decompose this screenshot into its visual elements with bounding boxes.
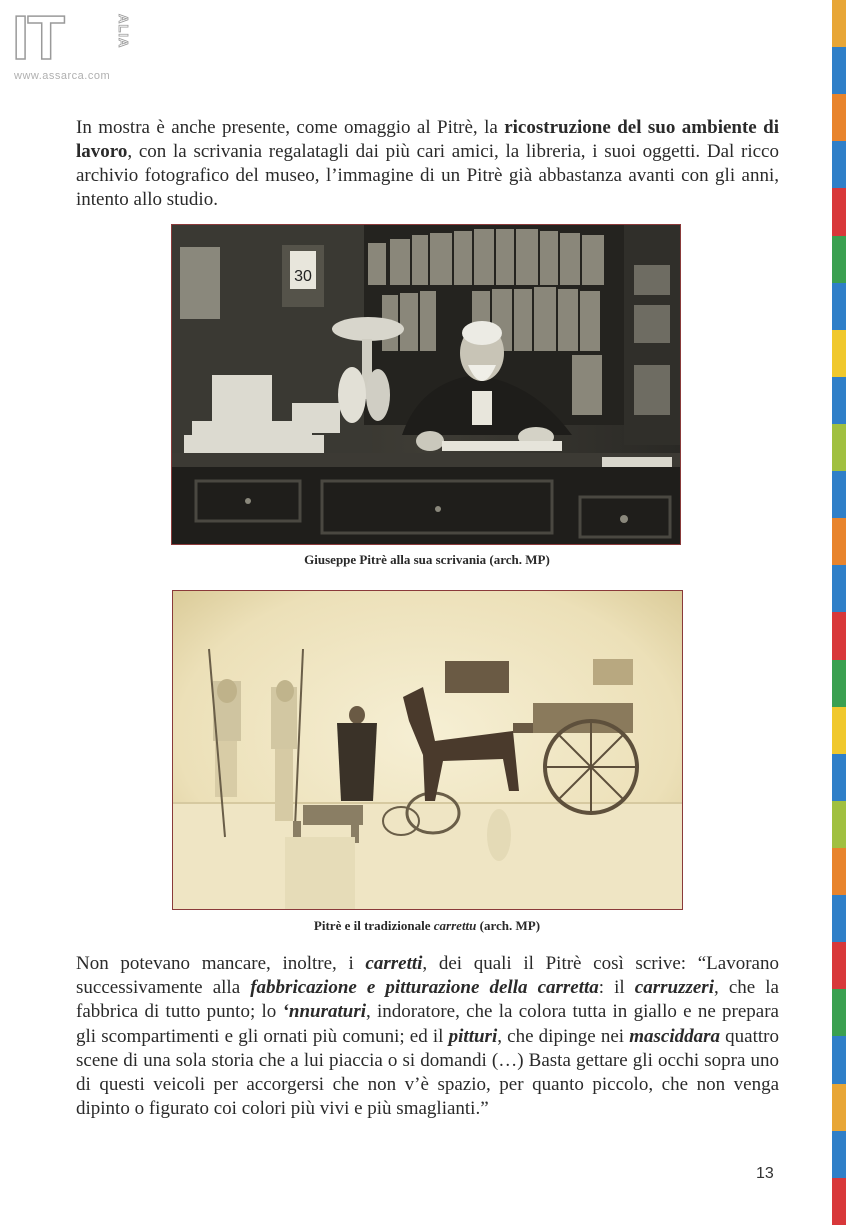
p2-text-6: , che dipinge nei: [497, 1025, 630, 1047]
intro-text-c: , con la scrivania regalatagli dai più cari amici, la libreria, i suoi oggetti. Dal ricco archivio fotografico del museo, l’immagine di un Pitrè già abbastanza avanti con gli anni, intento allo studio.: [76, 141, 779, 210]
color-strip-segment: [832, 424, 846, 471]
photo-pitre-carretto: [172, 590, 683, 910]
caption2-text-italic: carrettu: [433, 918, 477, 933]
color-strip-segment: [832, 660, 846, 707]
color-strip-segment: [832, 942, 846, 989]
color-strip-segment: [832, 1084, 846, 1131]
color-strip-segment: [832, 612, 846, 659]
color-strip-segment: [832, 754, 846, 801]
color-strip: [832, 0, 846, 1225]
color-strip-segment: [832, 330, 846, 377]
page-number: 13: [756, 1165, 774, 1182]
color-strip-segment: [832, 1131, 846, 1178]
color-strip-segment: [832, 518, 846, 565]
p2-text-1: Non potevano mancare, inoltre, i: [76, 953, 366, 974]
watermark-logo: [10, 4, 132, 86]
color-strip-segment: [832, 283, 846, 330]
color-strip-segment: [832, 377, 846, 424]
color-strip-segment: [832, 47, 846, 94]
p2-term-nnuraturi: ‘nnuraturi: [282, 1001, 366, 1023]
color-strip-segment: [832, 565, 846, 612]
p2-text-7: quattro scene di una sola storia che a lui piaccia o si domandi (…) Basta gettare gli occhi sopra uno di questi veicoli per accorgersi che non v’è spazio, per quanto piccolo, che non venga dipinto o figurato coi colori più vivi e più smaglianti.”: [76, 1025, 779, 1120]
photo-pitre-desk: [171, 224, 681, 545]
color-strip-segment: [832, 1036, 846, 1083]
color-strip-segment: [832, 989, 846, 1036]
color-strip-segment: [832, 1178, 846, 1225]
intro-paragraph: [76, 116, 779, 212]
watermark-side-text: ALIA: [116, 14, 131, 49]
p2-text-2: , dei quali il Pitrè così scrive: “Lavorano successivamente alla: [76, 953, 779, 999]
color-strip-segment: [832, 471, 846, 518]
p2-text-4: , che la fabbrica di tutto punto; lo: [76, 977, 779, 1023]
color-strip-segment: [832, 707, 846, 754]
intro-text-bold: ricostruzione del suo ambiente di lavoro: [76, 117, 779, 162]
color-strip-segment: [832, 0, 846, 47]
watermark-url: www.assarca.com: [14, 70, 111, 82]
caption2-text-a: Pitrè e il tradizionale: [313, 918, 434, 933]
color-strip-segment: [832, 848, 846, 895]
photo1-caption: Giuseppe Pitrè alla sua scrivania (arch. MP): [304, 552, 550, 567]
color-strip-segment: [832, 188, 846, 235]
color-strip-segment: [832, 236, 846, 283]
p2-term-masciddara: masciddara: [629, 1025, 720, 1047]
watermark-logo-text: IT: [12, 4, 64, 73]
p2-text-5: , indoratore, che la colora tutta in giallo e ne prepara gli scompartimenti e gli ornati più comuni; ed il: [76, 1001, 779, 1047]
color-strip-segment: [832, 141, 846, 188]
p2-text-3: : il: [598, 977, 635, 999]
p2-term-pitturi: pitturi: [448, 1025, 498, 1047]
p2-term-carretti: carretti: [365, 953, 423, 974]
color-strip-segment: [832, 801, 846, 848]
color-strip-segment: [832, 94, 846, 141]
caption2-text-c: (arch. MP): [476, 918, 541, 933]
p2-term-carruzzeri: carruzzeri: [634, 977, 714, 999]
intro-text-a: In mostra è anche presente, come omaggio al Pitrè, la: [76, 117, 505, 138]
photo2-caption: [171, 918, 683, 934]
carretti-paragraph: [76, 952, 779, 1121]
calendar-number: 30: [294, 268, 312, 285]
p2-term-fabbricazione: fabbricazione e pitturazione della carretta: [250, 977, 599, 999]
color-strip-segment: [832, 895, 846, 942]
